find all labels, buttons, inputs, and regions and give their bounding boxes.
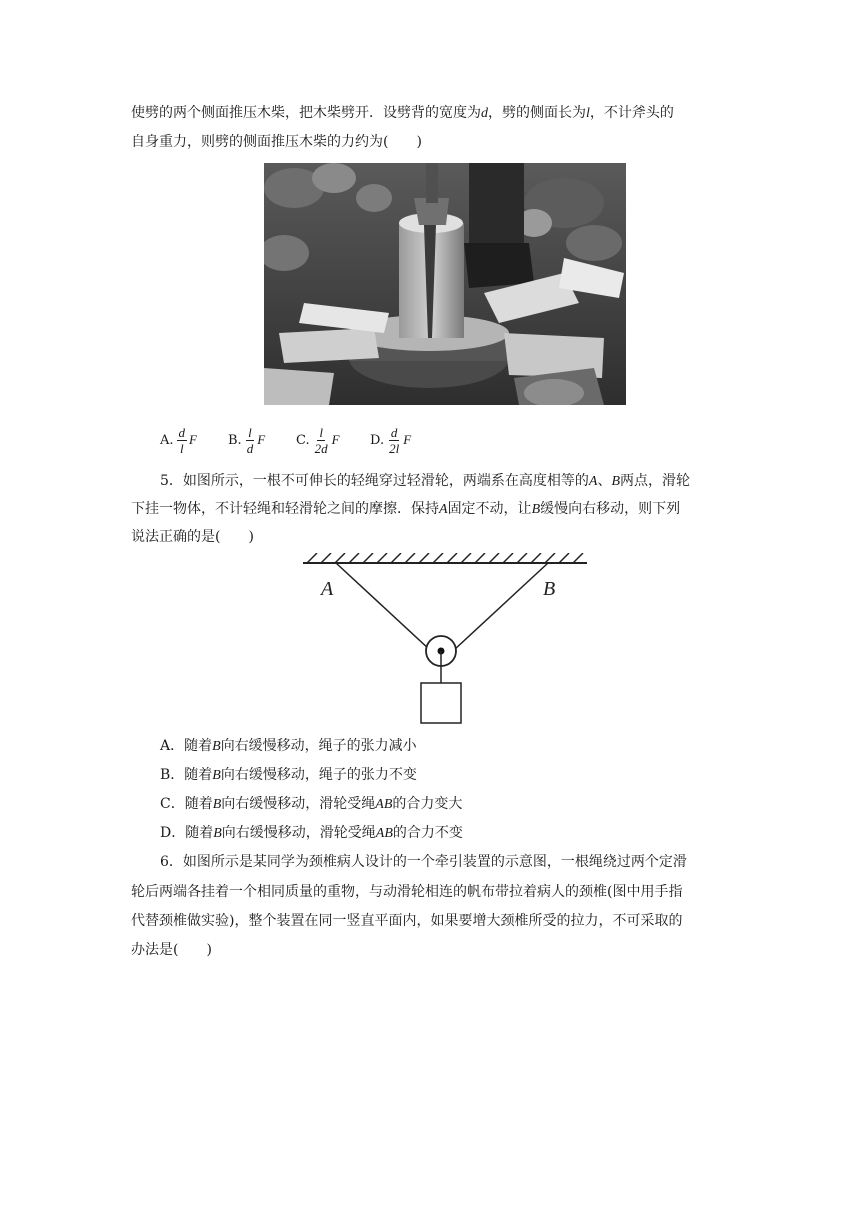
axe-splitting-log-photo (264, 163, 626, 405)
hanging-block (421, 683, 461, 723)
q5-choice-b[interactable]: B．随着B向右缓慢移动，绳子的张力不变 (160, 767, 417, 783)
q5-text-line3: 说法正确的是( ) (131, 529, 254, 545)
ceiling-hatch (307, 553, 583, 563)
q6-text-line4: 办法是( ) (131, 942, 212, 958)
q6-text-line1: 6．如图所示是某同学为颈椎病人设计的一个牵引装置的示意图，一根绳绕过两个定滑 (160, 854, 687, 870)
q6-text-line3: 代替颈椎做实验)，整个装置在同一竖直平面内，如果要增大颈椎所受的拉力，不可采取的 (131, 913, 683, 929)
label-a: A (321, 578, 334, 600)
pulley-diagram (303, 553, 587, 727)
q5-choice-c[interactable]: C．随着B向右缓慢移动，滑轮受绳AB的合力变大 (160, 796, 463, 812)
q5-text-line1: 5．如图所示，一根不可伸长的轻绳穿过轻滑轮，两端系在高度相等的A、B两点，滑轮 (160, 473, 691, 489)
q4-text-line1: 使劈的两个侧面推压木柴，把木柴劈开．设劈背的宽度为d，劈的侧面长为l，不计斧头的 (131, 105, 674, 121)
q4-option-a[interactable]: A. $\frac{d}{l}$ F (160, 424, 197, 456)
q5-text-line2: 下挂一物体，不计轻绳和轻滑轮之间的摩擦．保持A固定不动，让B缓慢向右移动，则下列 (131, 501, 681, 517)
label-b: B (543, 578, 556, 600)
rope-right (454, 563, 548, 650)
q6-text-line2: 轮后两端各挂着一个相同质量的重物，与动滑轮相连的帆布带拉着病人的颈椎(图中用手指 (131, 884, 683, 900)
q5-choice-d[interactable]: D．随着B向右缓慢移动，滑轮受绳AB的合力不变 (160, 825, 463, 841)
q4-option-c[interactable]: C. $\frac{l}{2d}$ F (296, 424, 340, 456)
rope-left (336, 563, 430, 650)
q4-option-b[interactable]: B. $\frac{l}{d}$ F (228, 424, 266, 456)
q4-option-d[interactable]: D. $\frac{d}{2l}$ F (370, 424, 412, 456)
q4-text-line2: 自身重力，则劈的侧面推压木柴的力约为( ) (131, 134, 422, 150)
q5-choice-a[interactable]: A．随着B向右缓慢移动，绳子的张力减小 (160, 738, 417, 754)
